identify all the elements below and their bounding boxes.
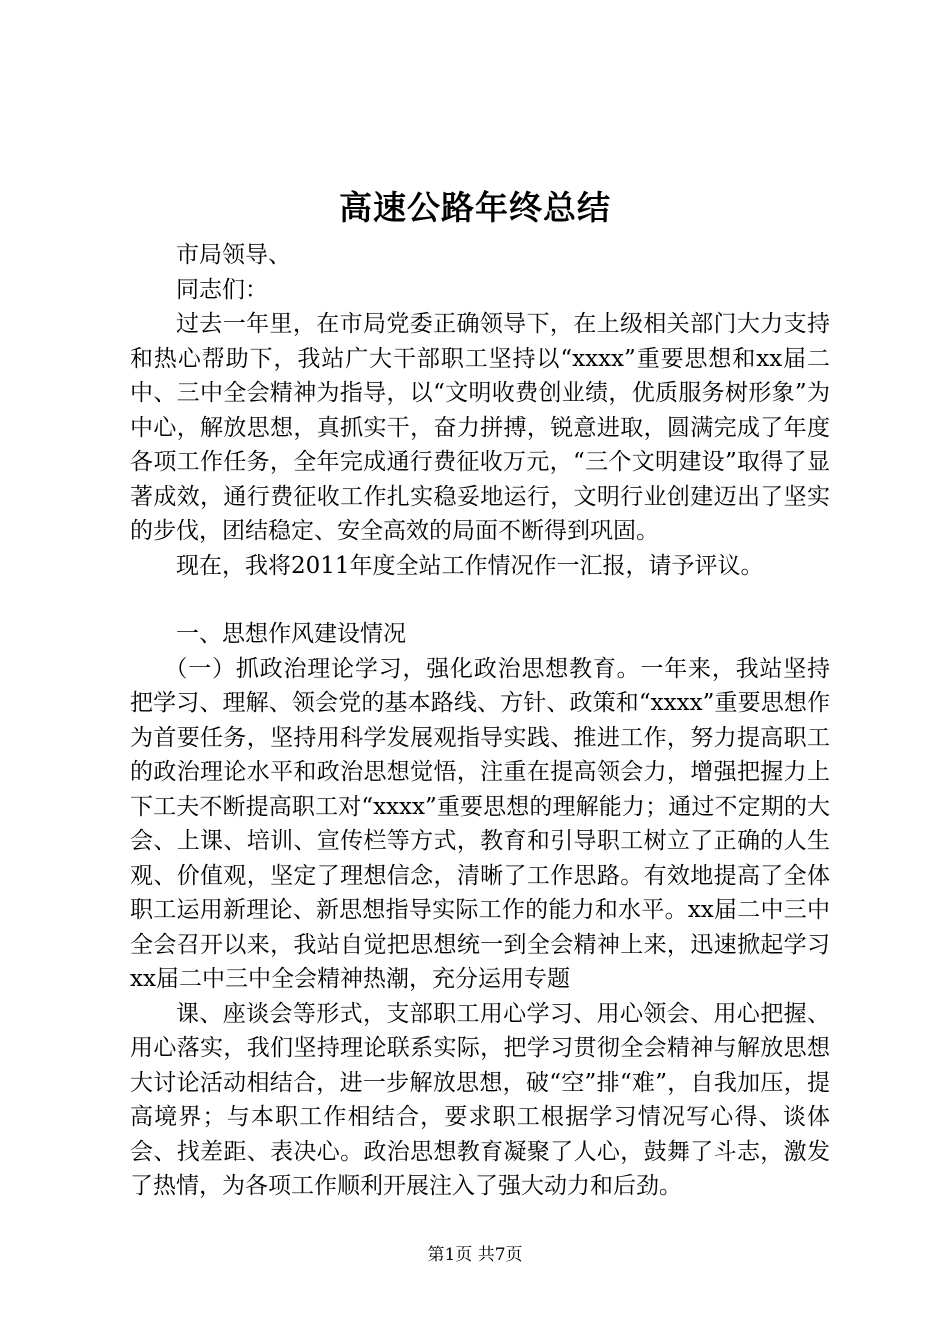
body-paragraph: 现在，我将2011年度全站工作情况作一汇报，请予评议。: [176, 552, 764, 579]
document-body: [130, 238, 830, 1204]
page-number-footer: 第1页 共7页: [427, 1245, 523, 1265]
salutation-line: 市局领导、: [176, 242, 291, 268]
salutation-line: 同志们：: [176, 276, 268, 303]
body-paragraph: 课、座谈会等形式，支部职工用心学习、用心领会、用心把握、用心落实，我们坚持理论联系实际，把学习贯彻全会精神与解放思想大讨论活动相结合，进一步解放思想，破“空”排“难”，自我加压，提高境界；与本职工作相结合，要求职工根据学习情况写心得、谈体会、找差距、表决心。政治思想教育凝聚了人心，鼓舞了斗志，激发了热情，为各项工作顺利开展注入了强大动力和后劲。: [130, 1000, 830, 1199]
section-heading: 一、思想作风建设情况: [176, 621, 406, 647]
document-title: 高速公路年终总结: [339, 188, 611, 227]
body-paragraph: 过去一年里，在市局党委正确领导下，在上级相关部门大力支持和热心帮助下，我站广大干部职工坚持以“xxxx”重要思想和xx届二中、三中全会精神为指导，以“文明收费创业绩，优质服务树形象”为中心，解放思想，真抓实干，奋力拼搏，锐意进取，圆满完成了年度各项工作任务，全年完成通行费征收万元，“三个文明建设”取得了显著成效，通行费征收工作扎实稳妥地运行，文明行业创建迈出了坚实的步伐，团结稳定、安全高效的局面不断得到巩固。: [130, 311, 830, 544]
body-paragraph: （一）抓政治理论学习，强化政治思想教育。一年来，我站坚持把学习、理解、领会党的基本路线、方针、政策和“xxxx”重要思想作为首要任务，坚持用科学发展观指导实践、推进工作，努力提高职工的政治理论水平和政治思想觉悟，注重在提高领会力，增强把握力上下工夫不断提高职工对“xxxx”重要思想的理解能力；通过不定期的大会、上课、培训、宣传栏等方式，教育和引导职工树立了正确的人生观、价值观，坚定了理想信念，清晰了工作思路。有效地提高了全体职工运用新理论、新思想指导实际工作的能力和水平。xx届二中三中全会召开以来，我站自觉把思想统一到全会精神上来，迅速掀起学习xx届二中三中全会精神热潮，充分运用专题: [130, 655, 830, 992]
